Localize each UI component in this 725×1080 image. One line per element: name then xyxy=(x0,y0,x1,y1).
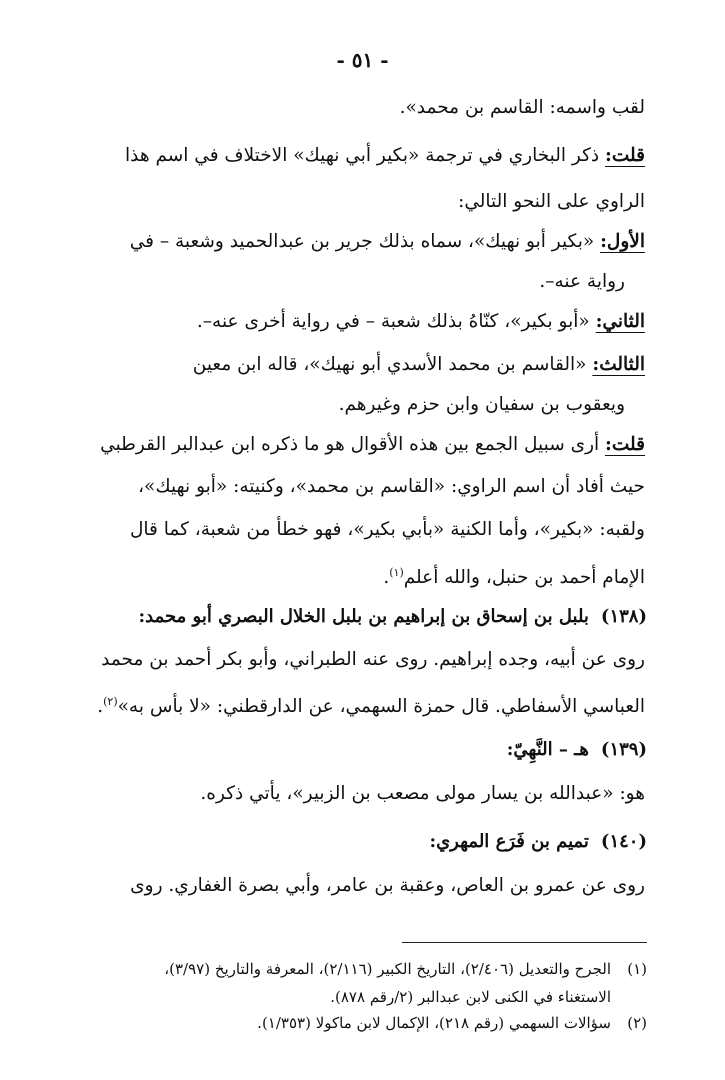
text-line: الثالث: «القاسم بن محمد الأسدي أبو نهيك»، قاله ابن معين xyxy=(192,354,645,375)
label-third: الثالث: xyxy=(592,354,645,375)
text-line: قلت: ذكر البخاري في ترجمة «بكير أبي نهيك» الاختلاف في اسم هذا xyxy=(124,145,645,166)
entry-heading: (١٣٨)بلبل بن إسحاق بن إبراهيم بن بلبل الخلال البصري أبو محمد: xyxy=(138,606,647,627)
entry-heading: (١٣٩)هـ – النَّهِيّ: xyxy=(506,739,647,760)
footnote-divider xyxy=(402,942,647,943)
text-line: روى عن أبيه، وجده إبراهيم. روى عنه الطبراني، وأبو بكر أحمد بن محمد xyxy=(101,649,645,670)
label-qult: قلت: xyxy=(605,145,645,166)
text-line: قلت: أرى سبيل الجمع بين هذه الأقوال هو ما ذكره ابن عبدالبر القرطبي xyxy=(100,434,645,455)
footnote: الاستغناء في الكنى لابن عبدالبر (٢/رقم ٨٧٨). xyxy=(330,988,611,1006)
label-second: الثاني: xyxy=(595,311,645,332)
footnote: (٢)سؤالات السهمي (رقم ٢١٨)، الإكمال لابن ماكولا (١/٣٥٣). xyxy=(257,1014,647,1032)
footnote-ref: (١) xyxy=(389,566,404,579)
text-line: ويعقوب بن سفيان وابن حزم وغيرهم. xyxy=(338,394,625,415)
text-line: هو: «عبدالله بن يسار مولى مصعب بن الزبير»، يأتي ذكره. xyxy=(200,783,645,804)
label-first: الأول: xyxy=(600,231,645,252)
text-line: لقب واسمه: القاسم بن محمد». xyxy=(399,97,645,118)
footnote-ref: (٢) xyxy=(103,695,118,708)
text-line: العباسي الأسفاطي. قال حمزة السهمي، عن الدارقطني: «لا بأس به»$^{(٢)}$. xyxy=(97,695,645,718)
footnote: (١)الجرح والتعديل (٢/٤٠٦)، التاريخ الكبير (٢/١١٦)، المعرفة والتاريخ (٣/٩٧)، xyxy=(164,960,647,978)
label-qult: قلت: xyxy=(605,434,645,455)
text-line: حيث أفاد أن اسم الراوي: «القاسم بن محمد»، وكنيته: «أبو نهيك»، xyxy=(138,476,645,497)
text-line: ولقبه: «بكير»، وأما الكنية «بأبي بكير»، فهو خطأ من شعبة، كما قال xyxy=(129,519,645,540)
entry-heading: (١٤٠)تميم بن فَرَع المهري: xyxy=(429,831,647,852)
text-line: الأول: «بكير أبو نهيك»، سماه بذلك جرير بن عبدالحميد وشعبة – في xyxy=(129,231,645,252)
text-line: الإمام أحمد بن حنبل، والله أعلم$^{(١)}$. xyxy=(383,566,645,589)
text-line: الثاني: «أبو بكير»، كنّاهُ بذلك شعبة – في رواية أخرى عنه–. xyxy=(196,311,645,332)
text-line: رواية عنه–. xyxy=(539,271,625,292)
page-number: - ٥١ - xyxy=(336,48,389,72)
text-line: روى عن عمرو بن العاص، وعقبة بن عامر، وأبي بصرة الغفاري. روى xyxy=(130,875,645,896)
text-line: الراوي على النحو التالي: xyxy=(458,191,645,212)
